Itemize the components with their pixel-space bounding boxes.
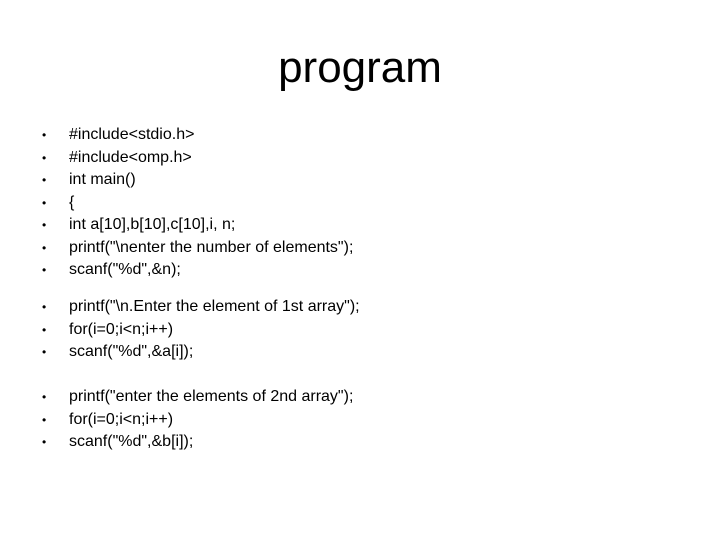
list-item (0, 386, 720, 409)
list-item (0, 319, 720, 342)
list-item (0, 341, 720, 364)
list-item (0, 192, 720, 215)
bullet-icon: • (42, 322, 47, 337)
list-item (0, 147, 720, 170)
code-group-3 (0, 386, 720, 454)
code-line: scanf("%d",&a[i]); (69, 343, 194, 360)
code-line: printf("\nenter the number of elements"); (69, 238, 354, 256)
code-line: for(i=0;i<n;i++) (69, 410, 174, 428)
list-item (0, 409, 720, 432)
code-line: scanf("%d",&n); (69, 261, 181, 278)
list-item (0, 124, 720, 147)
list-item (0, 431, 720, 454)
bullet-icon: • (42, 412, 47, 427)
bullet-icon: • (42, 345, 47, 359)
bullet-icon: • (42, 240, 47, 255)
list-item (0, 169, 720, 192)
code-line: int a[10],b[10],c[10],i, n; (69, 216, 236, 233)
bullet-icon: • (42, 435, 47, 449)
list-item (0, 237, 720, 260)
bullet-icon: • (42, 173, 47, 187)
code-line: #include<stdio.h> (69, 126, 195, 143)
bullet-icon: • (42, 150, 47, 165)
code-line: for(i=0;i<n;i++) (69, 320, 174, 338)
bullet-icon: • (42, 195, 47, 210)
list-item (0, 214, 720, 237)
bullet-icon: • (42, 390, 47, 404)
list-item (0, 259, 720, 282)
code-line: { (69, 193, 75, 211)
code-group-2 (0, 296, 720, 364)
bullet-icon: • (42, 300, 47, 314)
slide-title-text: program (278, 43, 442, 92)
code-group-1 (0, 124, 720, 282)
bullet-icon: • (42, 218, 47, 232)
list-item (0, 296, 720, 319)
code-line: printf("\n.Enter the element of 1st array"); (69, 298, 360, 315)
bullet-icon: • (42, 263, 47, 277)
code-line: int main() (69, 171, 136, 188)
code-line: #include<omp.h> (69, 148, 192, 166)
slide-title (0, 42, 720, 94)
bullet-icon: • (42, 128, 47, 142)
code-line: printf("enter the elements of 2nd array"); (69, 388, 354, 405)
code-line: scanf("%d",&b[i]); (69, 433, 194, 450)
